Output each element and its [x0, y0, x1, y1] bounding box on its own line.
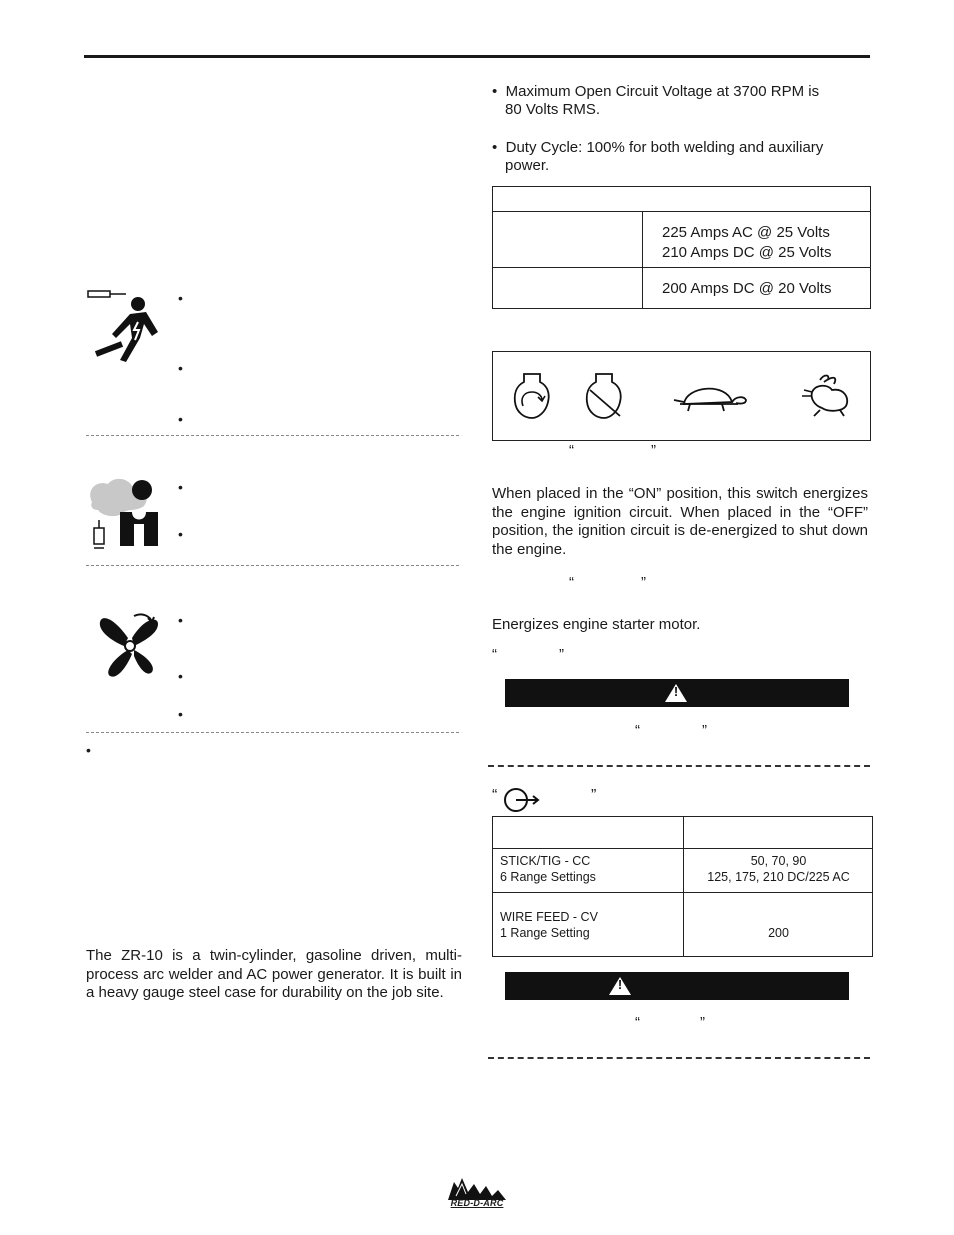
- bullet-dot: •: [178, 706, 183, 722]
- bullet-dot: •: [492, 139, 498, 156]
- bullet-dot: •: [492, 83, 498, 100]
- spec-bullet-line1: Maximum Open Circuit Voltage at 3700 RPM is: [505, 83, 820, 100]
- bullet-dot: •: [86, 742, 91, 758]
- mode-setting: 1 Range Setting: [500, 926, 590, 940]
- range-table: [492, 816, 873, 957]
- output-rating: 210 Amps DC @ 25 Volts: [662, 244, 832, 261]
- close-quote: ”: [651, 442, 656, 459]
- section-divider: [86, 732, 459, 733]
- mode-setting: 6 Range Settings: [500, 870, 596, 884]
- spec-bullet: [492, 139, 862, 175]
- close-quote: ”: [702, 722, 707, 739]
- mode-name: STICK/TIG - CC: [500, 854, 591, 868]
- table-row: [662, 279, 831, 299]
- exhaust-fumes-icon: [86, 476, 162, 550]
- range-values: [685, 853, 872, 885]
- output-table: [492, 186, 871, 309]
- open-quote: “: [635, 722, 640, 739]
- moving-parts-icon: [94, 608, 164, 680]
- open-quote: “: [635, 1014, 640, 1031]
- logo-text: RED-D-ARC: [450, 1198, 504, 1208]
- start-button-description: Energizes engine starter motor.: [492, 616, 701, 633]
- spec-bullet-line2: 80 Volts RMS.: [505, 101, 601, 118]
- warning-bar: [505, 972, 849, 1000]
- table-rule: [493, 267, 870, 268]
- ignition-switch-description: When placed in the “ON” position, this switch energizes the engine ignition circuit. When placed in the “OFF” position, the ignition circuit is de-energized to shut down the engine.: [492, 485, 868, 558]
- open-quote: “: [569, 574, 574, 591]
- rabbit-high-idle-icon: [800, 372, 852, 418]
- bullet-dot: •: [178, 290, 183, 306]
- turtle-idle-icon: [670, 378, 750, 414]
- open-quote: “: [569, 442, 574, 459]
- table-rule: [642, 211, 643, 308]
- close-quote: ”: [559, 646, 564, 663]
- bullet-dot: •: [178, 612, 183, 628]
- range-value: 200: [768, 926, 789, 940]
- top-rule: [84, 55, 870, 58]
- warning-bar: [505, 679, 849, 707]
- section-divider: [86, 435, 459, 436]
- open-quote: “: [492, 787, 498, 804]
- close-quote: ”: [591, 787, 597, 804]
- bullet-dot: •: [178, 526, 183, 542]
- description-paragraph: The ZR-10 is a twin-cylinder, gasoline driven, multi-process arc welder and AC power generator. It is built in a heavy gauge steel case for durability on the job site.: [86, 947, 462, 1001]
- range-value: 50, 70, 90: [750, 854, 807, 868]
- section-divider: [86, 565, 459, 566]
- spec-bullet-line1: Duty Cycle: 100% for both welding and auxiliary: [505, 139, 824, 156]
- open-quote: “: [492, 646, 497, 663]
- engine-run-icon: [512, 372, 552, 420]
- table-rule: [493, 211, 870, 212]
- table-row: [662, 223, 831, 263]
- bullet-dot: •: [178, 411, 183, 427]
- table-rule: [683, 817, 684, 956]
- electric-shock-icon: [86, 288, 168, 372]
- engine-stop-icon: [584, 372, 628, 420]
- output-rating: 225 Amps AC @ 25 Volts: [662, 224, 830, 241]
- range-value: 125, 175, 210 DC/225 AC: [707, 870, 850, 884]
- section-divider: [488, 1057, 870, 1059]
- output-rating: 200 Amps DC @ 20 Volts: [662, 280, 832, 297]
- red-d-arc-logo: [446, 1174, 508, 1214]
- warning-glyph: !: [617, 977, 623, 992]
- close-quote: ”: [700, 1014, 705, 1031]
- bullet-dot: •: [178, 668, 183, 684]
- close-quote: ”: [641, 574, 646, 591]
- section-divider: [488, 765, 870, 767]
- bullet-dot: •: [178, 479, 183, 495]
- mode-name: WIRE FEED - CV: [500, 910, 598, 924]
- table-row: [500, 853, 596, 885]
- bullet-dot: •: [178, 360, 183, 376]
- spec-bullet: [492, 83, 862, 119]
- warning-glyph: !: [673, 684, 679, 699]
- table-row: [500, 909, 598, 941]
- spec-bullet-line2: power.: [505, 157, 550, 174]
- output-control-icon: [502, 786, 542, 814]
